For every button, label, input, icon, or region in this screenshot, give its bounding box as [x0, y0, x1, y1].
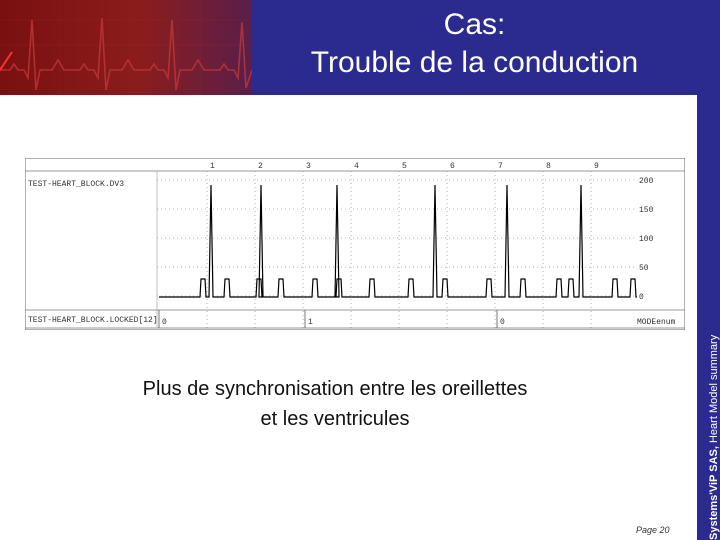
- time-tick-label: 4: [354, 162, 359, 171]
- state-label: 1: [308, 318, 313, 327]
- sidebar-caption: [708, 335, 720, 540]
- amplitude-tick-label: 50: [639, 264, 649, 273]
- page-number: Page 20: [636, 525, 670, 535]
- time-tick-label: 7: [498, 162, 503, 171]
- trace2-label: TEST-HEART_BLOCK.LOCKED[12]: [28, 316, 158, 325]
- time-tick-label: 9: [594, 162, 599, 171]
- state-label: 0: [162, 318, 167, 327]
- amplitude-tick-label: 200: [639, 177, 654, 186]
- state-label: 0: [500, 318, 505, 327]
- caption-line-1: Plus de synchronisation entre les oreillettes: [142, 378, 528, 400]
- status-label: MODEenum: [637, 318, 676, 327]
- sidebar-subtitle: Heart Model summary: [708, 334, 720, 447]
- title-line-2: Trouble de la conduction: [310, 46, 639, 79]
- ecg-background-image: [0, 0, 252, 95]
- time-tick-label: 6: [450, 162, 455, 171]
- title-line-1: Cas:: [443, 8, 506, 41]
- amplitude-tick-label: 150: [639, 206, 654, 215]
- amplitude-tick-label: 100: [639, 235, 654, 244]
- time-tick-label: 3: [306, 162, 311, 171]
- caption-line-2: et les ventricules: [260, 408, 410, 430]
- trace1-label: TEST-HEART_BLOCK.DV3: [28, 180, 125, 189]
- slide-header: [0, 0, 697, 95]
- slide-title: [252, 6, 697, 82]
- time-tick-label: 8: [546, 162, 551, 171]
- time-tick-label: 5: [402, 162, 407, 171]
- slide-caption: [60, 374, 610, 434]
- time-tick-label: 2: [258, 162, 263, 171]
- time-tick-label: 1: [210, 162, 215, 171]
- waveform-figure: [25, 158, 685, 330]
- sidebar-company: Systems'ViP SAS,: [708, 446, 720, 540]
- waveform-plot: [25, 158, 685, 330]
- amplitude-tick-label: 0: [639, 293, 644, 302]
